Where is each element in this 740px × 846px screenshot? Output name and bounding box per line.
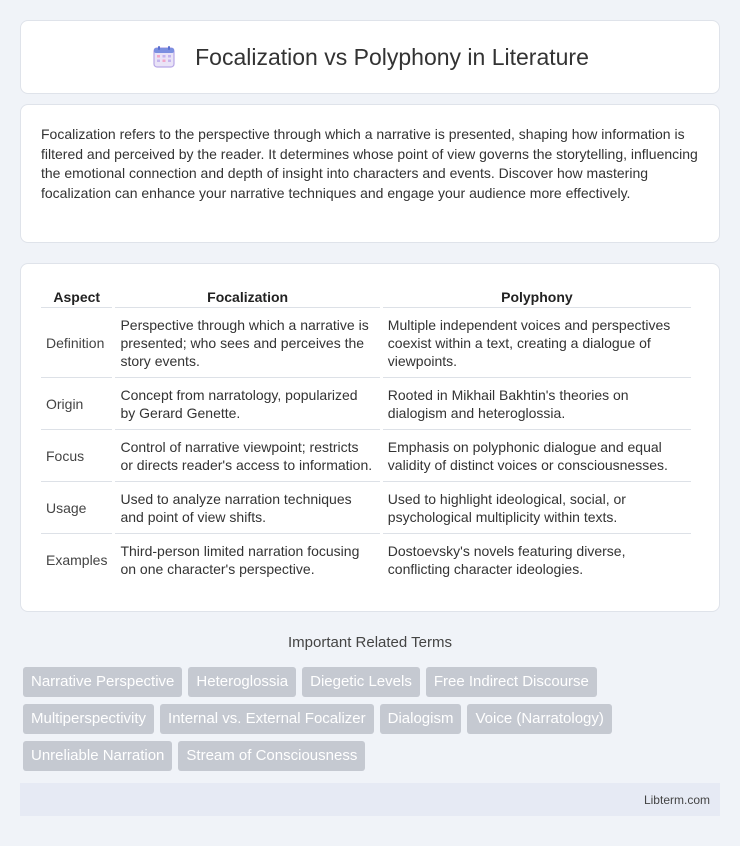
related-terms-title: Important Related Terms (288, 634, 452, 651)
row-polyphony: Rooted in Mikhail Bakhtin's theories on dialogism and heteroglossia. (383, 380, 691, 430)
row-focalization: Control of narrative viewpoint; restricts or directs reader's access to information. (115, 432, 379, 482)
table-row (41, 484, 691, 534)
intro-card (20, 104, 720, 243)
term-chip[interactable]: Internal vs. External Focalizer (160, 704, 374, 734)
term-chip[interactable]: Voice (Narratology) (467, 704, 611, 734)
comparison-table (38, 286, 694, 587)
row-aspect: Usage (41, 484, 112, 534)
term-chip[interactable]: Stream of Consciousness (178, 741, 365, 771)
title-card (20, 20, 720, 94)
row-aspect: Definition (41, 310, 112, 378)
row-focalization: Perspective through which a narrative is presented; who sees and perceives the story events. (115, 310, 379, 378)
header-polyphony: Polyphony (383, 288, 691, 308)
row-focalization: Third-person limited narration focusing on one character's perspective. (120, 543, 360, 577)
term-chip[interactable]: Unreliable Narration (23, 741, 172, 771)
row-polyphony: Multiple independent voices and perspectives coexist within a text, creating a dialogue of viewpoints. (383, 310, 691, 378)
row-polyphony: Emphasis on polyphonic dialogue and equal validity of distinct voices or consciousnesses. (383, 432, 691, 482)
header-aspect: Aspect (41, 288, 112, 308)
term-chip[interactable]: Diegetic Levels (302, 667, 420, 697)
intro-paragraph: Focalization refers to the perspective through which a narrative is presented, shaping how information is filtered and perceived by the reader. It determines whose point of view governs the storytelling, influencing the emotional connection and depth of insight into characters and events. Discover how mastering focalization can enhance your narrative techniques and engage your audience more effectively. (41, 126, 698, 201)
table-row (41, 380, 691, 430)
footer-site-link[interactable]: Libterm.com (643, 792, 710, 807)
term-chip[interactable]: Free Indirect Discourse (426, 667, 597, 697)
term-chip[interactable]: Multiperspectivity (23, 704, 154, 734)
comparison-card (20, 263, 720, 612)
table-row (41, 432, 691, 482)
row-aspect: Focus (41, 432, 112, 482)
table-header-row (41, 288, 691, 308)
row-aspect: Examples (46, 552, 108, 568)
row-polyphony: Used to highlight ideological, social, or psychological multiplicity within texts. (383, 484, 691, 534)
table-row (41, 536, 691, 585)
term-chip[interactable]: Heteroglossia (188, 667, 296, 697)
related-terms-list (20, 667, 720, 771)
table-row (41, 310, 691, 378)
row-aspect: Origin (41, 380, 112, 430)
row-focalization: Concept from narratology, popularized by Gerard Genette. (115, 380, 379, 430)
calendar-icon (151, 44, 177, 70)
term-chip[interactable]: Narrative Perspective (23, 667, 182, 697)
header-focalization: Focalization (115, 288, 379, 308)
page-title: Focalization vs Polyphony in Literature (195, 43, 589, 70)
footer (20, 783, 720, 816)
row-focalization: Used to analyze narration techniques and point of view shifts. (115, 484, 379, 534)
row-polyphony: Dostoevsky's novels featuring diverse, conflicting character ideologies. (387, 543, 626, 577)
term-chip[interactable]: Dialogism (380, 704, 462, 734)
